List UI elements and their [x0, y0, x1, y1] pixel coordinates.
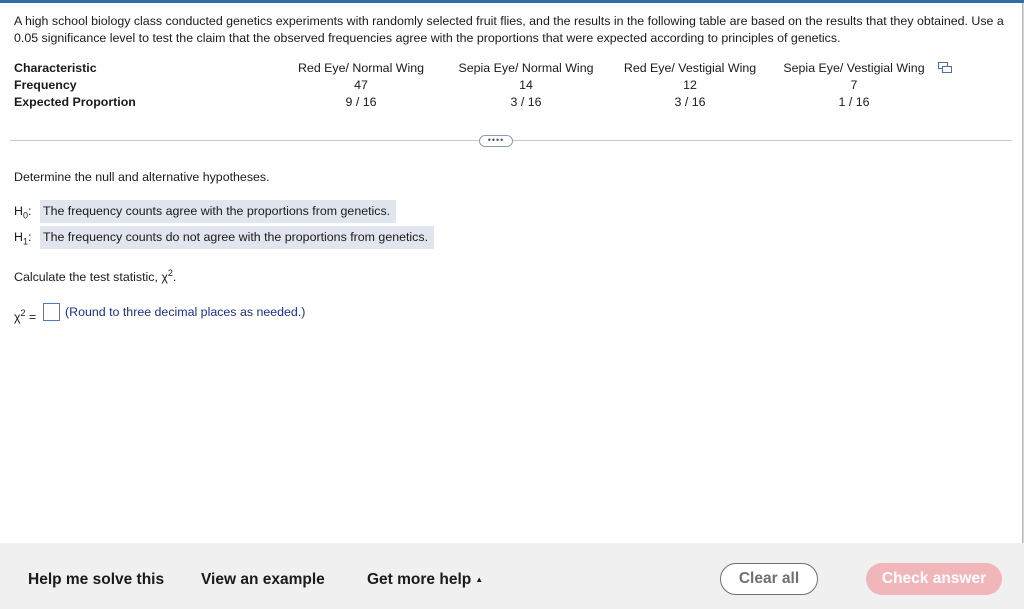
table-cell: 47 — [354, 78, 368, 92]
table-row-frequency — [14, 78, 974, 94]
chi-square-answer-input[interactable] — [43, 303, 60, 321]
alternative-hypothesis-row — [14, 226, 429, 249]
table-row-expected-proportion — [14, 95, 974, 111]
problem-statement: A high school biology class conducted genetics experiments with randomly selected fruit flies, and the results in the following table are based on the results that they obtained. Use a 0.05 significance level to test the claim that the observed frequencies agree with the proportions that were expected according to principles of genetics. — [14, 14, 1004, 45]
table-cell: Red Eye/ Normal Wing — [297, 61, 424, 75]
help-me-solve-button[interactable]: Help me solve this — [28, 571, 165, 588]
row-label-frequency: Frequency — [14, 78, 77, 92]
chi-square-label: $\chi^2$ = — [14, 308, 37, 325]
table-cell: 12 — [683, 78, 697, 92]
h0-label: $H_0$: — [14, 204, 32, 221]
table-cell: 9 / 16 — [345, 95, 377, 109]
table-cell: 7 — [850, 78, 858, 92]
caret-up-icon: ▲ — [475, 575, 484, 584]
expand-more-button[interactable]: •••• — [479, 135, 513, 147]
check-answer-button[interactable]: Check answer — [866, 563, 1002, 595]
table-cell: 1 / 16 — [838, 95, 870, 109]
rounding-hint: (Round to three decimal places as needed.) — [65, 305, 306, 319]
h1-label: $H_1$: — [14, 230, 32, 247]
footer-bar — [0, 543, 1024, 609]
table-cell: 14 — [519, 78, 533, 92]
table-cell: Red Eye/ Vestigial Wing — [623, 61, 757, 75]
test-statistic-prompt: Calculate the test statistic, $\chi^2$. — [14, 268, 177, 285]
null-hypothesis-row — [14, 200, 391, 223]
h1-answer-dropdown[interactable]: The frequency counts do not agree with the proportions from genetics. — [40, 226, 434, 249]
copy-table-icon[interactable] — [938, 62, 952, 74]
table-cell: Sepia Eye/ Normal Wing — [458, 61, 594, 75]
row-label-expected-proportion: Expected Proportion — [14, 95, 136, 109]
table-cell: 3 / 16 — [510, 95, 542, 109]
table-cell: 3 / 16 — [674, 95, 706, 109]
clear-all-button[interactable]: Clear all — [720, 563, 818, 595]
get-more-help-button[interactable]: Get more help ▲ — [367, 571, 484, 588]
view-example-button[interactable]: View an example — [201, 571, 325, 588]
row-label-characteristic: Characteristic — [14, 61, 97, 75]
table-cell: Sepia Eye/ Vestigial Wing — [783, 61, 925, 75]
top-accent-line — [0, 0, 1024, 3]
hypotheses-prompt: Determine the null and alternative hypotheses. — [14, 170, 270, 184]
table-row-characteristic — [14, 61, 974, 77]
h0-answer-dropdown[interactable]: The frequency counts agree with the proportions from genetics. — [40, 200, 396, 223]
right-border-inner — [1022, 3, 1023, 543]
